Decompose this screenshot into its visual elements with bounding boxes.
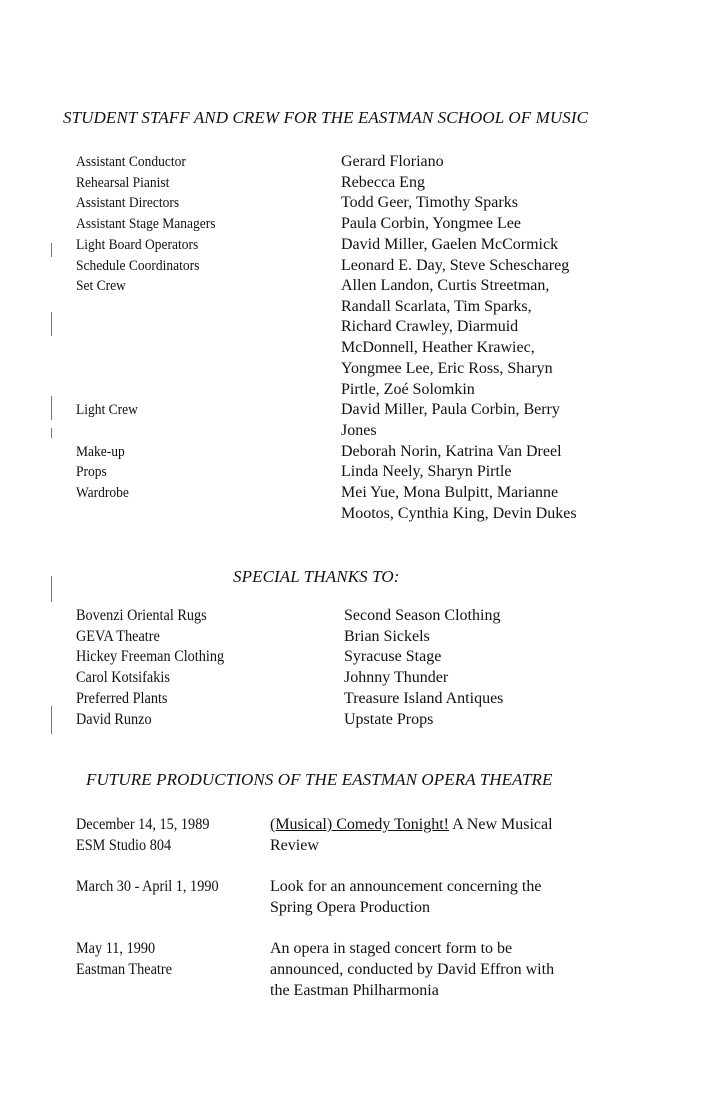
date-line: May 11, 1990 [76,940,156,957]
thanks-item: Second Season Clothing [344,607,501,624]
staff-role: Assistant Directors [76,195,180,211]
venue-line: ESM Studio 804 [76,837,172,854]
staff-role: Light Crew [76,402,138,418]
production-description [270,814,610,856]
production-title: (Musical) Comedy Tonight! [270,816,450,833]
staff-role: Props [76,464,107,480]
future-heading: FUTURE PRODUCTIONS OF THE EASTMAN OPERA THEATRE [86,770,553,789]
production-description [270,938,610,1001]
staff-names: David Miller, Paula Corbin, Berry Jones [341,401,560,439]
thanks-item: GEVA Theatre [76,627,160,645]
desc-line: Spring Opera Production [270,899,430,916]
scan-mark [51,576,52,602]
date-line: March 30 - April 1, 1990 [76,878,219,895]
desc-line: Look for an announcement concerning the [270,878,542,895]
staff-names: Leonard E. Day, Steve Scheschareg [341,257,570,274]
staff-names: Todd Geer, Timothy Sparks [341,194,518,211]
thanks-item: Hickey Freeman Clothing [76,648,225,666]
staff-names: Linda Neely, Sharyn Pirtle [341,463,512,480]
staff-role: Schedule Coordinators [76,258,200,274]
staff-role: Assistant Stage Managers [76,216,216,232]
scan-mark [51,396,52,420]
staff-role: Assistant Conductor [76,154,186,170]
scan-mark [51,428,52,438]
thanks-right-column [344,606,503,730]
production-date [76,876,219,897]
venue-line: Eastman Theatre [76,961,172,978]
thanks-heading: SPECIAL THANKS TO: [233,567,400,586]
thanks-item: Johnny Thunder [344,669,449,687]
scan-mark [51,243,52,257]
desc-line: An opera in staged concert form to be [270,940,513,957]
staff-names: Deborah Norin, Katrina Van Dreel [341,443,562,460]
desc-line: the Eastman Philharmonia [270,982,439,999]
thanks-item: Bovenzi Oriental Rugs [76,607,207,624]
thanks-item: Brian Sickels [344,627,430,645]
staff-names: Paula Corbin, Yongmee Lee [341,215,521,232]
staff-names: Allen Landon, Curtis Streetman, Randall Scarlata, Tim Sparks, Richard Crawley, Diarmuid McDonnell, Heather Krawiec, Yongmee Lee, Eric Ross, Sharyn Pirtle, Zoé Solomkin [341,277,553,398]
thanks-item: Treasure Island Antiques [344,689,504,707]
production-description [270,876,610,918]
staff-heading: STUDENT STAFF AND CREW FOR THE EASTMAN SCHOOL OF MUSIC [63,108,589,127]
staff-role: Rehearsal Pianist [76,175,170,191]
staff-names: Mei Yue, Mona Bulpitt, Marianne Mootos, Cynthia King, Devin Dukes [341,484,577,522]
staff-names: Rebecca Eng [341,174,425,191]
staff-role: Light Board Operators [76,237,199,253]
production-date [76,938,172,980]
date-line: December 14, 15, 1989 [76,816,210,833]
desc-line: (Musical) Comedy Tonight! A New Musical [270,816,553,833]
thanks-item: Upstate Props [344,710,434,728]
scan-mark [51,706,52,734]
desc-line: announced, conducted by David Effron with [270,961,555,978]
staff-role: Set Crew [76,278,126,294]
thanks-item: Preferred Plants [76,689,168,707]
staff-names: David Miller, Gaelen McCormick [341,236,559,253]
staff-role: Make-up [76,444,125,460]
thanks-left-column [76,606,224,730]
production-date [76,814,209,856]
thanks-item: Syracuse Stage [344,648,442,666]
desc-line: Review [270,837,319,854]
thanks-item: David Runzo [76,710,152,728]
thanks-item: Carol Kotsifakis [76,669,170,687]
scan-mark [51,312,52,336]
staff-names: Gerard Floriano [341,153,444,170]
staff-role: Wardrobe [76,485,129,501]
